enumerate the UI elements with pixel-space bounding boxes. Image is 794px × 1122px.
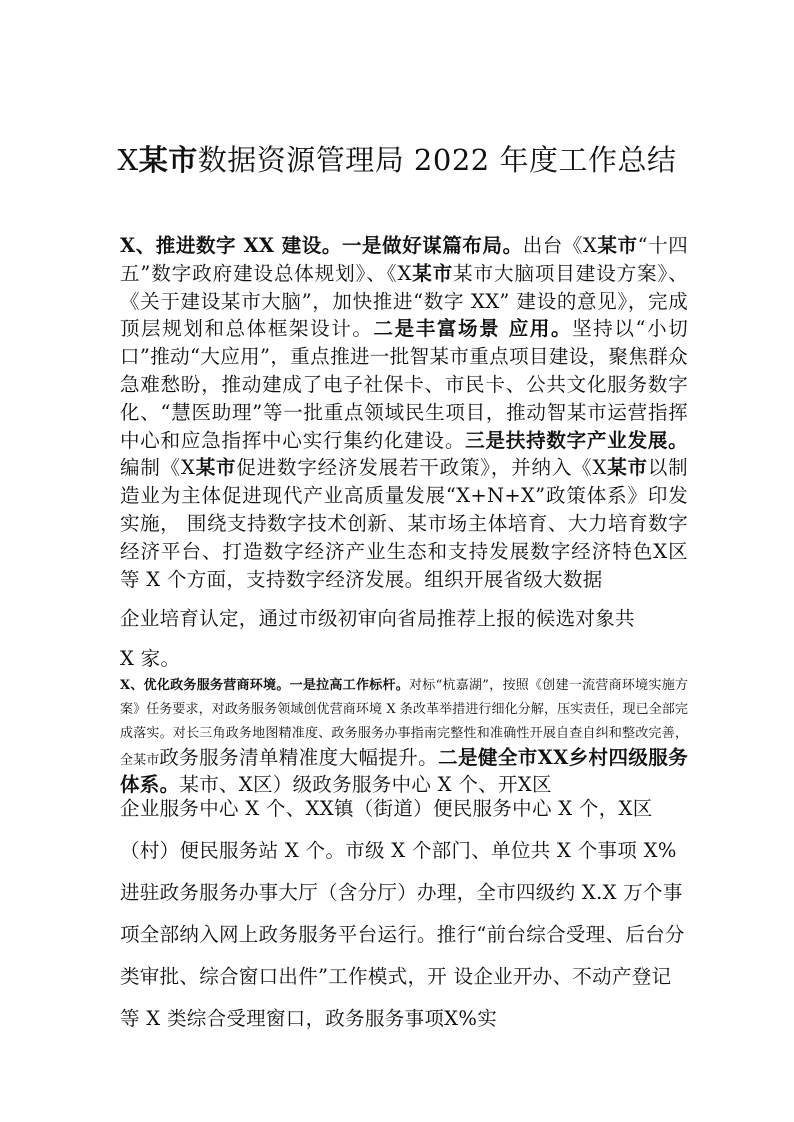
section1-point2-head: 二是丰富场景 应用。 — [373, 317, 573, 341]
city-name: 某市 — [597, 234, 638, 257]
title-city: 某市 — [138, 143, 198, 177]
section2-point2-text: 某市、X区）级政务服务中心 X 个、开X区 — [179, 773, 552, 796]
section2-tail-text: 政务服务清单精准度大幅提升。 — [159, 746, 439, 769]
section1-paragraph — [120, 232, 688, 593]
section1-line-a: 企业培育认定，通过市级初审向省局推荐上报的候选对象共 — [120, 607, 635, 630]
section1-point1-d: 某市大脑项目建设方案》、《关于建设某市大脑”，加快推进“数字 XX” 建设的意见》，完成顶层规划和总体框架设计。 — [120, 261, 688, 341]
section1-point1-head: 一是做好谋篇布局。 — [341, 234, 523, 257]
section1-point2-text: 坚持以“小切口”推动“大应用”，重点推进一批智某市重点项目建设，聚焦群众急难愁盼，推动建成了电子社保卡、市民卡、公共文化服务数字化、“慧医助理”等一批重点领域民生项目，推动智某市运营指挥中心和应急指挥中心实行集约化建设。 — [120, 317, 688, 452]
city-name: 某市 — [411, 261, 454, 285]
section1-heading: X、推进数字 XX 建设。 — [120, 234, 342, 257]
city-name: 某市 — [195, 456, 237, 480]
section1-point1-c: “十四五”数字政府建设总体规划》、《X — [120, 234, 689, 285]
section1-point1-a: 出台《X — [522, 234, 598, 257]
section2-text: 对标“杭嘉湖”，按照《创建一流营商环境实施方案》任务要求，对政务服务领域创优营商环境 X 条改革举措进行细化分解，压实责任，现已全部完成落实。对长三角政务地图精准度、政务服务办事指南完整性和准确性开展自查自纠和整改完善，全某市 — [120, 678, 688, 768]
section2-paragraph-2: 企业服务中心 X 个、XX镇（街道）便民服务中心 X 个，X区（村）便民服务站 X 个。市级 X 个部门、单位共 X 个事项 X%进驻政务服务办事大厅（含分厅）办理，全市四级约 X.X 万个事项全部纳入网上政务服务平台运行。推行“前台综合受理、后台分类审批、综合窗口出件”工作模式，开 设企业开办、不动产登记等 X 类综合受理窗口，政务服务事项X%实 — [120, 797, 685, 1030]
section1-line-b: X 家。 — [120, 647, 181, 670]
section1-point3-head: 三是扶持数字产业发展。 — [465, 428, 688, 452]
section1-point3-c: 促进数字经济发展若干政策》，并纳入《X — [236, 456, 607, 480]
section2-heading: X、优化政务服务营商环境。一是拉高工作标杆。 — [120, 678, 410, 693]
title-rest: 数据资源管理局 2022 年度工作总结 — [197, 143, 677, 177]
document-title — [0, 138, 794, 179]
city-name: 某市 — [606, 456, 648, 480]
section2-point2-head: 二是健全市XX乡村四级服务体系。 — [120, 746, 688, 796]
section1-point3-a: 编制《X — [120, 456, 196, 480]
section2-paragraph — [120, 674, 688, 800]
title-prefix: X — [117, 143, 139, 177]
section1-point3-d: 以制造业为主体促进现代产业高质量发展“X+N+X”政策体系》印发实施， 围绕支持数字技术创新、某市场主体培育、大力培育数字经济平台、打造数字经济产业生态和支持发展数字经济特色X区等 X 个方面，支持数字经济发展。组织开展省级大数据 — [120, 456, 688, 591]
